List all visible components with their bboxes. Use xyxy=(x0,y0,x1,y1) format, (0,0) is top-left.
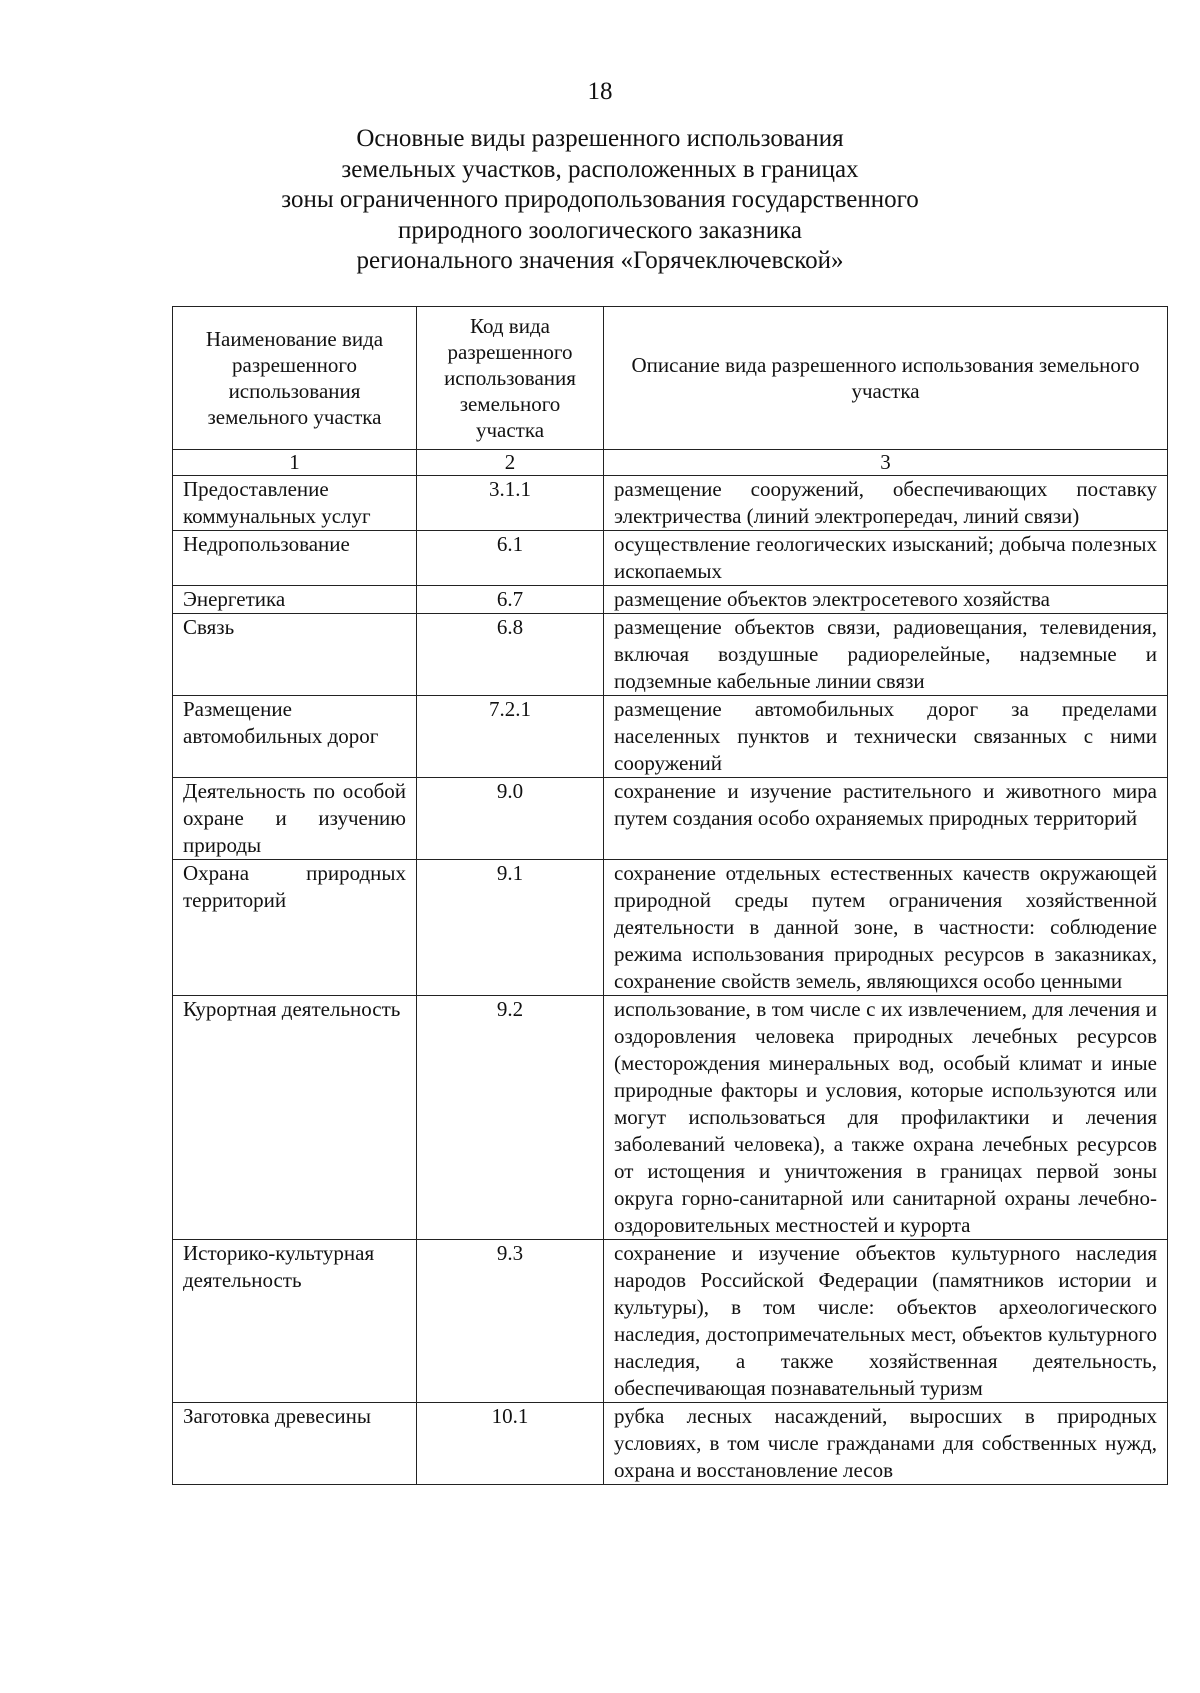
table-row xyxy=(173,1240,1168,1403)
header-description: Описание вида разрешенного использования земельного участка xyxy=(604,307,1168,450)
table-row xyxy=(173,696,1168,778)
use-name: Историко-культурная деятельность xyxy=(173,1240,417,1403)
table-row xyxy=(173,996,1168,1240)
use-code: 6.1 xyxy=(417,531,604,586)
title-line: Основные виды разрешенного использования xyxy=(356,125,844,152)
page-number: 18 xyxy=(587,78,613,105)
column-number: 2 xyxy=(417,450,604,476)
table-row xyxy=(173,614,1168,696)
use-description: сохранение отдельных естественных качеств окружающей природной среды путем ограничения хозяйственной деятельности в данной зоне, в частности: соблюдение режима использования природных ресурсов в заказниках, сохранение свойств земель, являющихся особо ценными xyxy=(604,860,1168,996)
title-line: зоны ограниченного природопользования государственного xyxy=(281,186,919,213)
use-name: Связь xyxy=(173,614,417,696)
use-code: 9.2 xyxy=(417,996,604,1240)
use-code: 7.2.1 xyxy=(417,696,604,778)
table-row xyxy=(173,778,1168,860)
land-use-table xyxy=(172,306,1168,1485)
column-number-row xyxy=(173,450,1168,476)
use-code: 9.1 xyxy=(417,860,604,996)
use-description: использование, в том числе с их извлечением, для лечения и оздоровления человека природных лечебных ресурсов (месторождения минеральных вод, особый климат и иные природные факторы и условия, которые используются или могут использоваться для профилактики и лечения заболеваний человека), а также охрана лечебных ресурсов от истощения и уничтожения в границах первой зоны округа горно-санитарной или санитарной охраны лечебно-оздоровительных местностей и курорта xyxy=(604,996,1168,1240)
title-line: природного зоологического заказника xyxy=(397,216,802,244)
use-name: Размещение автомобильных дорог xyxy=(173,696,417,778)
use-name: Предоставление коммунальных услуг xyxy=(173,476,417,531)
use-code: 6.7 xyxy=(417,586,604,614)
use-description: осуществление геологических изысканий; добыча полезных ископаемых xyxy=(604,531,1168,586)
use-code: 9.0 xyxy=(417,778,604,860)
use-description: размещение объектов связи, радиовещания, телевидения, включая воздушные радиорелейные, надземные и подземные кабельные линии связи xyxy=(604,614,1168,696)
table-row xyxy=(173,586,1168,614)
use-code: 10.1 xyxy=(417,1403,604,1485)
table-row xyxy=(173,531,1168,586)
use-description: размещение сооружений, обеспечивающих поставку электричества (линий электропередач, линий связи) xyxy=(604,476,1168,531)
table-header-row xyxy=(173,307,1168,450)
use-description: рубка лесных насаждений, выросших в природных условиях, в том числе гражданами для собственных нужд, охрана и восстановление лесов xyxy=(604,1403,1168,1485)
use-code: 6.8 xyxy=(417,614,604,696)
title-line: земельных участков, расположенных в границах xyxy=(341,155,859,183)
title-line: регионального значения «Горячеключевской» xyxy=(356,247,844,274)
header-code: Код вида разрешенного использования земельного участка xyxy=(417,307,604,450)
use-name: Энергетика xyxy=(173,586,417,614)
use-description: сохранение и изучение растительного и животного мира путем создания особо охраняемых природных территорий xyxy=(604,778,1168,860)
table-row xyxy=(173,476,1168,531)
use-description: размещение автомобильных дорог за пределами населенных пунктов и технически связанных с ними сооружений xyxy=(604,696,1168,778)
document-title xyxy=(0,124,1200,277)
use-name: Охрана природных территорий xyxy=(173,860,417,996)
use-name: Недропользование xyxy=(173,531,417,586)
use-description: размещение объектов электросетевого хозяйства xyxy=(604,586,1168,614)
use-name: Курортная деятельность xyxy=(173,996,417,1240)
use-name: Деятельность по особой охране и изучению природы xyxy=(173,778,417,860)
use-code: 3.1.1 xyxy=(417,476,604,531)
table-row xyxy=(173,860,1168,996)
column-number: 1 xyxy=(173,450,417,476)
use-name: Заготовка древесины xyxy=(173,1403,417,1485)
use-description: сохранение и изучение объектов культурного наследия народов Российской Федерации (памятников истории и культуры), в том числе: объектов археологического наследия, достопримечательных мест, объектов культурного наследия, а также хозяйственная деятельность, обеспечивающая познавательный туризм xyxy=(604,1240,1168,1403)
header-name: Наименование вида разрешенного использования земельного участка xyxy=(173,307,417,450)
table-row xyxy=(173,1403,1168,1485)
use-code: 9.3 xyxy=(417,1240,604,1403)
column-number: 3 xyxy=(604,450,1168,476)
